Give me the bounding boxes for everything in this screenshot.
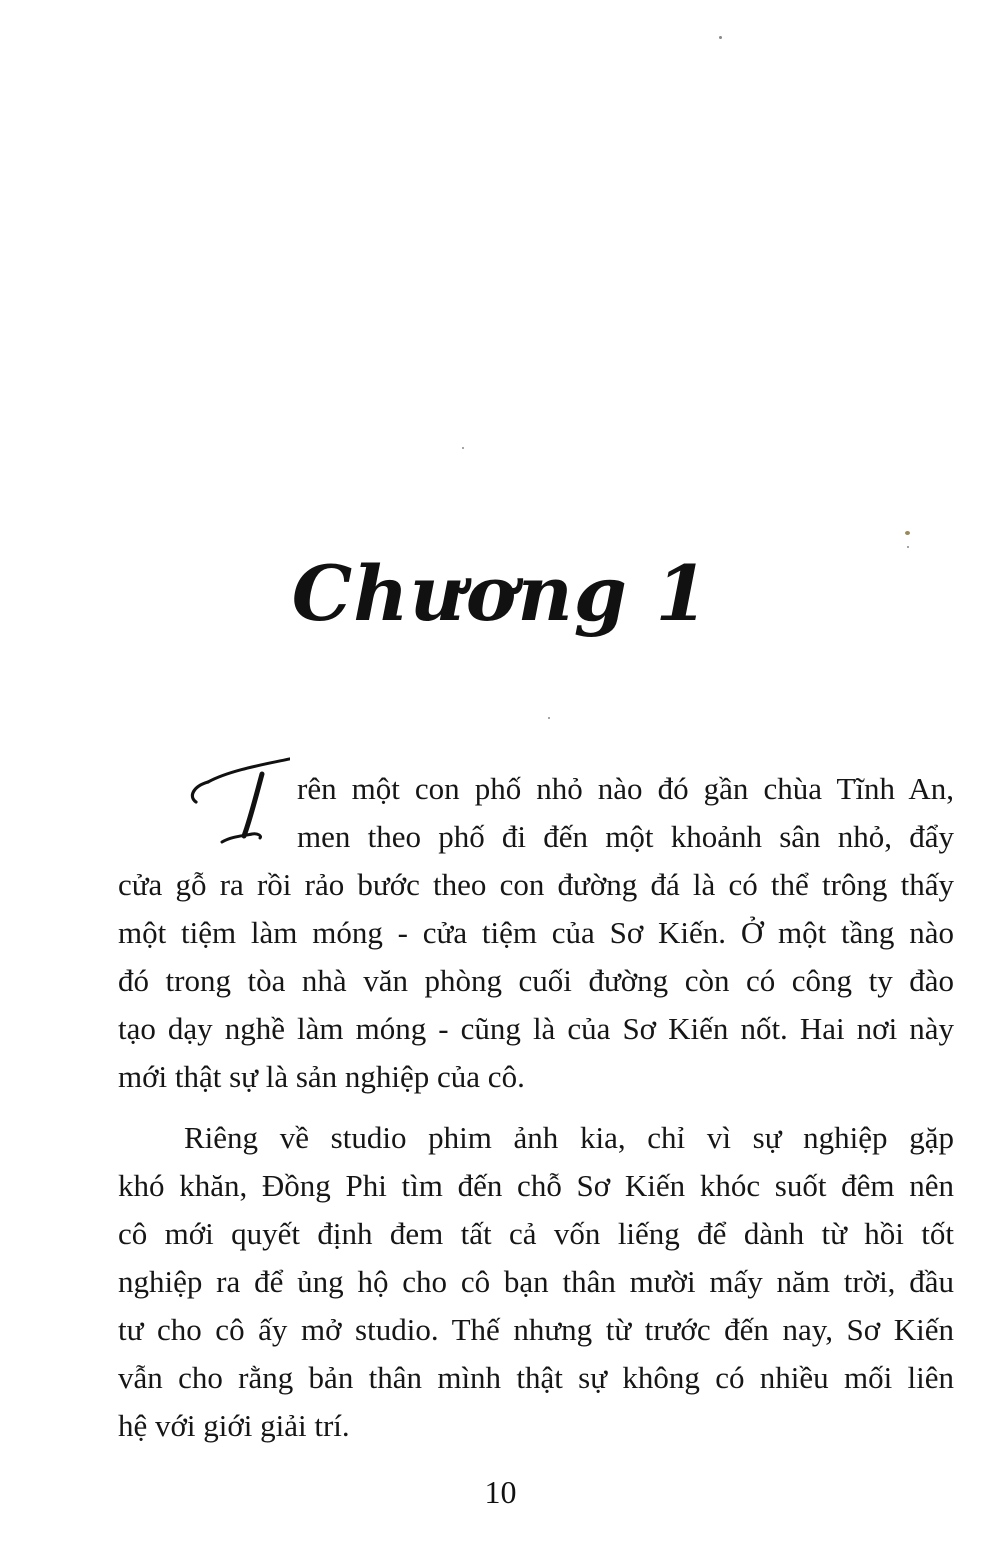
print-speck <box>462 447 464 449</box>
text-line: tư cho cô ấy mở studio. Thế nhưng từ trước đến nay, Sơ Kiến <box>118 1312 954 1347</box>
chapter-title: Chương 1 <box>291 549 710 638</box>
text-line: vẫn cho rằng bản thân mình thật sự không có nhiều mối liên <box>118 1360 954 1395</box>
text-line: Riêng về studio phim ảnh kia, chỉ vì sự nghiệp gặp <box>184 1120 954 1155</box>
text-line: cô mới quyết định đem tất cả vốn liếng để dành từ hồi tốt <box>118 1216 954 1251</box>
text-line: đó trong tòa nhà văn phòng cuối đường còn có công ty đào <box>118 963 954 998</box>
text-line: men theo phố đi đến một khoảnh sân nhỏ, đẩy <box>297 819 954 854</box>
text-line: tạo dạy nghề làm móng - cũng là của Sơ Kiến nốt. Hai nơi này <box>118 1011 954 1046</box>
paragraph-1 <box>118 861 954 1101</box>
text-line: cửa gỗ ra rồi rảo bước theo con đường đá là có thể trông thấy <box>118 867 954 902</box>
drop-cap-letter <box>170 724 290 854</box>
print-speck <box>548 717 550 719</box>
text-line: khó khăn, Đồng Phi tìm đến chỗ Sơ Kiến khóc suốt đêm nên <box>118 1168 954 1203</box>
text-line: rên một con phố nhỏ nào đó gần chùa Tĩnh An, <box>297 771 954 806</box>
print-speck <box>719 36 722 39</box>
text-line: mới thật sự là sản nghiệp của cô. <box>118 1059 525 1094</box>
print-speck <box>905 531 910 535</box>
text-line: một tiệm làm móng - cửa tiệm của Sơ Kiến. Ở một tầng nào <box>118 915 954 950</box>
paragraph-2 <box>118 1114 954 1450</box>
text-line: nghiệp ra để ủng hộ cho cô bạn thân mười mấy năm trời, đầu <box>118 1264 954 1299</box>
paragraph-1-opening <box>297 765 954 861</box>
text-line: hệ với giới giải trí. <box>118 1408 350 1443</box>
page-number: 10 <box>484 1474 517 1510</box>
